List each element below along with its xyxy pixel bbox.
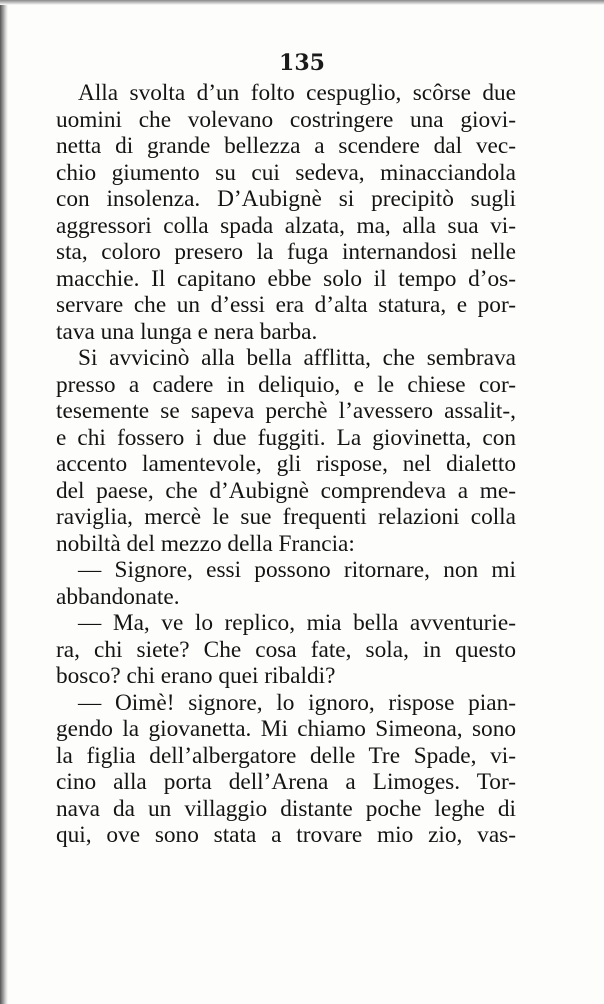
text-line: tava una lunga e nera barba.: [56, 318, 318, 345]
text-line: gendo la giovanetta. Mi chiamo Simeona, sono: [56, 716, 516, 742]
page-top-shadow: [0, 0, 604, 5]
text-line: ra, chi siete? Che cosa fate, sola, in questo: [56, 636, 516, 663]
text-line: bosco? chi erano quei ribaldi?: [56, 663, 336, 689]
text-line: Si avvicinò alla bella afflitta, che sembrava: [78, 345, 516, 371]
text-line: servare che un d’essi era d’alta statura, e por-: [56, 292, 516, 318]
text-line: la figlia dell’albergatore delle Tre Spade, vi-: [56, 742, 516, 769]
text-line: raviglia, mercè le sue frequenti relazioni colla: [56, 504, 516, 530]
text-line: qui, ove sono stata a trovare mio zio, vas-: [56, 822, 516, 848]
text-line: sta, coloro presero la fuga internandosi nelle: [56, 239, 516, 265]
text-line: accento lamentevole, gli rispose, nel dialetto: [56, 451, 516, 477]
page-binding-shadow: [0, 0, 8, 1004]
text-line: cino alla porta dell’Arena a Limoges. Tor-: [56, 769, 516, 795]
text-line: — Oimè! signore, lo ignoro, rispose pian-: [78, 689, 516, 716]
text-line: con insolenza. D’Aubignè si precipitò sugli: [56, 186, 516, 212]
text-line: aggressori colla spada alzata, ma, alla sua vi-: [56, 212, 516, 239]
page-number: 135: [279, 50, 325, 76]
text-line: — Ma, ve lo replico, mia bella avventurie-: [78, 610, 516, 636]
text-line: nobiltà del mezzo della Francia:: [56, 530, 355, 557]
text-line: tesemente se sapeva perchè l’avessero assalit‐,: [56, 398, 516, 424]
text-line: netta di grande bellezza a scendere dal vec-: [56, 133, 516, 159]
text-line: uomini che volevano costringere una giovi-: [56, 106, 516, 133]
text-line: abbandonate.: [56, 583, 180, 610]
text-line: chio giumento su cui sedeva, minacciandola: [56, 159, 516, 186]
text-line: — Signore, essi possono ritornare, non mi: [78, 557, 516, 583]
text-line: macchie. Il capitano ebbe solo il tempo d’os-: [56, 265, 516, 292]
text-line: nava da un villaggio distante poche leghe di: [56, 795, 516, 822]
body-text: [56, 80, 516, 849]
text-line: del paese, che d’Aubignè comprendeva a me-: [56, 477, 516, 504]
text-line: presso a cadere in deliquio, e le chiese cor-: [56, 371, 516, 398]
text-line: e chi fossero i due fuggiti. La giovinetta, con: [56, 424, 516, 451]
text-line: Alla svolta d’un folto cespuglio, scôrse due: [78, 80, 516, 106]
